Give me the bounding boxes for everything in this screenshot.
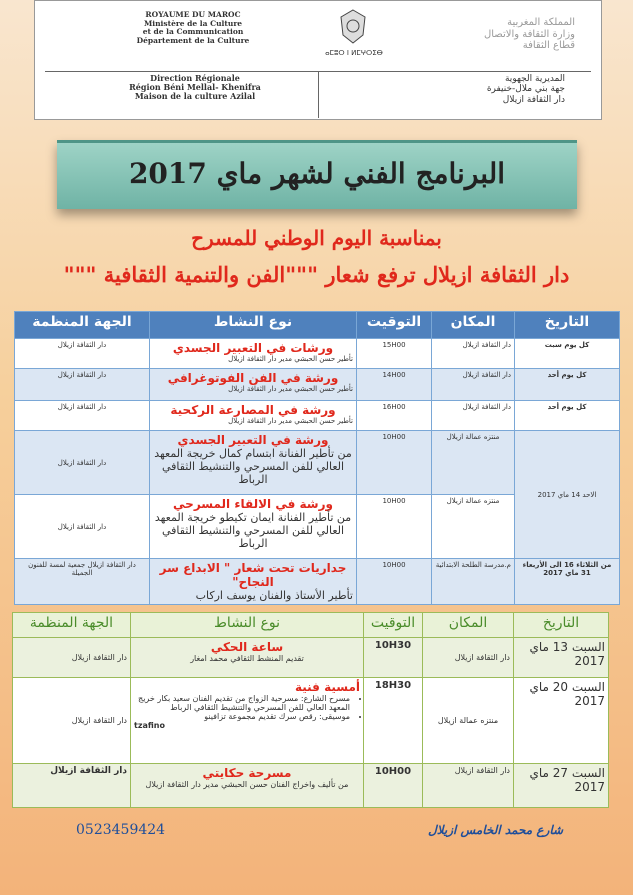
table-row: من الثلاثاء 16 الى الأربعاء 31 ماي 2017 م.مدرسة الطلحة الابتدائية 10H00 جداريات تحت شعار " الابداع سر النجاح" تأطير الأستاذ والفنان يوسف اركاب دار الثقافة ازيلال جمعية لمسة للفنون الجميلة: [15, 559, 620, 605]
emblem-caption: ⴰⵎⵓⵔ ⵏ ⵍⵎⵖⵔⵉⴱ: [325, 49, 383, 57]
schedule-table-1: [14, 311, 620, 605]
ministry-fr: ROYAUME DU MAROC Ministère de la Culture et de la Communication Département de la Culture: [136, 10, 250, 45]
subtitle-occasion: بمناسبة اليوم الوطني للمسرح: [191, 226, 442, 250]
table-row: السبت 20 ماي 2017 منتزه عمالة ازيلال 18H30 أمسية فنية • مسرح الشارع: مسرحية الزواج من تقديم الفنان سعيد بكار خريج المعهد العالي للفن المسرحي والتنشيط الثقافي الرباط • موسيقى: رقص سرك تقديم مجموعة تزافينو tzafino دار الثقافة ازيلال: [13, 678, 609, 764]
header-organizer: الجهة المنظمة: [13, 613, 131, 638]
footer-address: شارع محمد الخامس ازيلال: [428, 823, 564, 837]
table-row: كل يوم أحد دار الثقافة ازيلال 16H00 ورشة في المصارعة الركحية تأطير حسن الحبشي مدير دار الثقافة ازيلال دار الثقافة ازيلال: [15, 401, 620, 431]
region-fr: Direction Régionale Région Béni Mellal- Khenifra Maison de la culture Azilal: [129, 73, 261, 102]
subtitle-slogan: دار الثقافة ازيلال ترفع شعار """الفن والتنمية الثقافية """: [63, 262, 570, 287]
title-banner: [57, 140, 577, 209]
schedule-table-2: [12, 612, 609, 808]
table-row: السبت 13 ماي 2017 دار الثقافة ازيلال 10H30 ساعة الحكي تقديم المنشط الثقافي محمد امغار دار الثقافة ازيلال: [13, 638, 609, 678]
coat-of-arms-icon: [333, 7, 373, 47]
list-item: • مسرح الشارع: مسرحية الزواج من تقديم الفنان سعيد بكار خريج المعهد العالي للفن المسرحي والتنشيط الثقافي الرباط: [134, 694, 350, 712]
header-place: المكان: [432, 312, 515, 339]
header-organizer: الجهة المنظمة: [15, 312, 150, 339]
header-activity: نوع النشاط: [150, 312, 357, 339]
evening-program-list: [134, 694, 360, 721]
table-row: كل يوم سبت دار الثقافة ازيلال 15H00 ورشات في التعبير الجسدي تأطير حسن الحبشي مدير دار الثقافة ازيلال دار الثقافة ازيلال: [15, 339, 620, 369]
header-date: التاريخ: [514, 613, 609, 638]
header-time: التوقيت: [357, 312, 432, 339]
header-time: التوقيت: [364, 613, 423, 638]
letterhead: [34, 0, 602, 120]
footer-phone: 0523459424: [76, 822, 166, 838]
page-title: البرنامج الفني لشهر ماي 2017: [128, 157, 506, 190]
region-ar: المديرية الجهوية جهة بني ملال-خنيفرة دار الثقافة ازيلال: [486, 74, 565, 105]
header-activity: نوع النشاط: [131, 613, 364, 638]
table-row: السبت 27 ماي 2017 دار الثقافة ازيلال 10H00 مسرحة حكايتي من تأليف واخراج الفنان حسن الحبشي مدير دار الثقافة ازيلال دار الثقافة ازيلال: [13, 764, 609, 808]
table-row: الاحد 14 ماي 2017 منتزه عمالة ازيلال 10H00 ورشة في التعبير الجسدي من تأطير الفنانة ابتسام كمال خريجة المعهد العالي للفن المسرحي والتنشيط الثقافي الرباط دار الثقافة ازيلال: [15, 431, 620, 495]
ministry-ar: المملكة المغربية وزارة الثقافة والاتصال قطاع الثقافة: [483, 17, 575, 51]
header-date: التاريخ: [515, 312, 620, 339]
list-item: • موسيقى: رقص سرك تقديم مجموعة تزافينو: [134, 712, 350, 721]
table-row: منتزه عمالة ازيلال 10H00 ورشة في الالقاء المسرحي من تأطير الفنانة ايمان تكيطو خريجة المعهد العالي للفن المسرحي والتنشيط الثقافي الرباط دار الثقافة ازيلال: [15, 495, 620, 559]
table-row: كل يوم أحد دار الثقافة ازيلال 14H00 ورشة في الفن الفوتوغرافي تأطير حسن الحبشي مدير دار الثقافة ازيلال دار الثقافة ازيلال: [15, 369, 620, 401]
header-place: المكان: [423, 613, 514, 638]
